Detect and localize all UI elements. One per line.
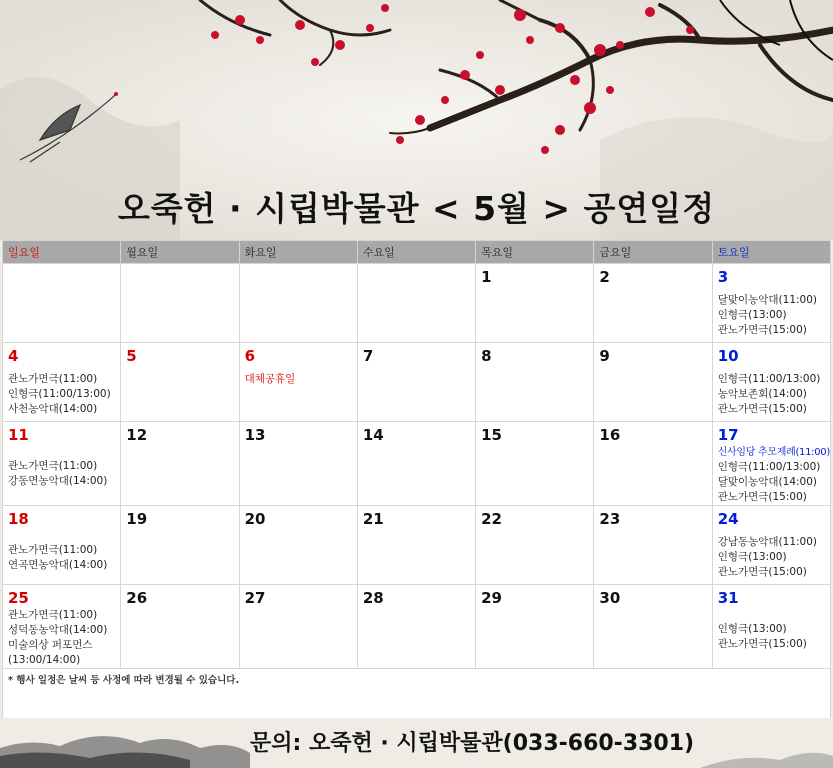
day-cell: [3, 506, 121, 585]
event-item: 미술의상 퍼포먼스: [8, 639, 93, 651]
page-title: 오죽헌 · 시립박물관 < 5월 > 공연일정: [117, 189, 716, 228]
day-cell: [3, 585, 121, 669]
day-number: 22: [481, 510, 502, 528]
event-list: [718, 293, 825, 338]
day-cell: [357, 422, 475, 506]
day-cell: [712, 585, 830, 669]
day-number: 18: [8, 510, 29, 528]
day-number: [126, 267, 233, 287]
day-number: 26: [126, 589, 148, 607]
event-item: 관노가면극(11:00): [8, 460, 98, 472]
day-number: 4: [8, 347, 19, 365]
weekday-header: 화요일: [239, 241, 357, 264]
day-cell: [712, 264, 830, 343]
day-number: 17: [717, 426, 739, 444]
day-cell: [476, 422, 594, 506]
event-item: 관노가면극(11:00): [8, 544, 98, 556]
event-list: [717, 445, 830, 505]
day-cell: [476, 343, 594, 422]
day-cell: [239, 506, 357, 585]
event-item: 사천농악대(14:00): [8, 403, 98, 415]
event-item: 관노가면극(15:00): [717, 324, 807, 336]
day-cell: [357, 264, 475, 343]
day-number: 28: [362, 589, 384, 607]
event-list: [8, 372, 115, 417]
day-number: 14: [362, 426, 384, 444]
week-row: [3, 264, 831, 343]
day-cell: [239, 585, 357, 669]
event-item: 인형극(13:00): [717, 551, 787, 563]
day-cell: [476, 506, 594, 585]
day-cell: [239, 422, 357, 506]
event-item: 관노가면극(11:00): [8, 373, 98, 385]
weekday-header: 목요일: [476, 241, 594, 264]
day-cell: [121, 343, 239, 422]
day-number: 7: [362, 347, 374, 365]
week-row: [3, 585, 831, 669]
event-item: 인형극(13:00): [717, 309, 787, 321]
event-item: 인형극(11:00/13:00): [8, 388, 111, 400]
event-item: 관노가면극(15:00): [717, 403, 807, 415]
week-row: [3, 343, 831, 422]
event-list: [8, 459, 115, 489]
day-cell: [121, 506, 239, 585]
day-cell: [594, 506, 712, 585]
week-row: [3, 422, 831, 506]
day-number: 23: [599, 510, 621, 528]
day-number: 9: [599, 347, 610, 365]
day-cell: [594, 422, 712, 506]
event-item: 달맞이농악대(11:00): [717, 294, 817, 306]
event-item: 관노가면극(15:00): [717, 566, 807, 578]
day-cell: [239, 264, 357, 343]
event-item: 인형극(11:00/13:00): [717, 461, 821, 473]
day-number: [363, 267, 470, 287]
day-number: 15: [481, 426, 502, 444]
day-number: 25: [8, 589, 29, 607]
day-cell: [712, 422, 830, 506]
day-cell: [594, 585, 712, 669]
day-number: 31: [717, 589, 739, 607]
holiday-label: 대체공휴일: [244, 373, 296, 385]
event-list: [718, 622, 825, 652]
day-number: 11: [8, 426, 29, 444]
day-cell: [594, 343, 712, 422]
event-list: [8, 608, 115, 668]
schedule-notice: * 행사 일정은 날씨 등 사정에 따라 변경될 수 있습니다.: [3, 669, 831, 748]
memorial-event: 신사임당 추모제례(11:00): [717, 447, 830, 458]
day-number: 12: [126, 426, 148, 444]
day-number: 16: [599, 426, 621, 444]
event-item: 관노가면극(15:00): [717, 638, 807, 650]
day-number: 20: [244, 510, 266, 528]
event-list: [718, 372, 825, 417]
day-cell: [121, 585, 239, 669]
event-item: 연곡면농악대(14:00): [8, 559, 108, 571]
day-cell: [476, 264, 594, 343]
weekday-header: 월요일: [121, 241, 239, 264]
day-number: 5: [126, 347, 137, 365]
day-number: 24: [717, 510, 739, 528]
day-number: 13: [244, 426, 266, 444]
contact-info: 문의: 오죽헌 · 시립박물관(033-660-3301): [250, 731, 695, 756]
day-number: 29: [481, 589, 502, 607]
event-item: 인형극(13:00): [717, 623, 787, 635]
calendar-table: [2, 240, 831, 748]
day-number: 30: [599, 589, 621, 607]
event-list: [245, 372, 352, 387]
event-item: 관노가면극(11:00): [8, 609, 98, 621]
day-cell: [712, 506, 830, 585]
weekday-header: 금요일: [594, 241, 712, 264]
event-item: 인형극(11:00/13:00): [717, 373, 821, 385]
day-cell: [3, 422, 121, 506]
day-number: [8, 267, 115, 287]
weekday-header: 토요일: [712, 241, 830, 264]
week-row: [3, 506, 831, 585]
day-number: 3: [717, 268, 729, 286]
event-item: (13:00/14:00): [8, 654, 81, 666]
day-cell: [121, 422, 239, 506]
day-cell: [357, 343, 475, 422]
event-item: 강동면농악대(14:00): [8, 475, 108, 487]
day-cell: [476, 585, 594, 669]
day-cell: [712, 343, 830, 422]
event-item: 농악보존회(14:00): [717, 388, 807, 400]
weekday-header-row: [3, 241, 831, 264]
weekday-header: 수요일: [357, 241, 475, 264]
event-item: 관노가면극(15:00): [717, 491, 807, 503]
day-cell: [121, 264, 239, 343]
day-number: 2: [599, 268, 610, 286]
day-number: 1: [481, 268, 492, 286]
event-list: [718, 535, 825, 580]
day-number: 19: [126, 510, 148, 528]
day-cell: [3, 264, 121, 343]
day-cell: [239, 343, 357, 422]
day-number: [245, 267, 352, 287]
day-cell: [357, 506, 475, 585]
day-number: 27: [244, 589, 266, 607]
event-item: 강남동농악대(11:00): [717, 536, 817, 548]
event-item: 성덕동농악대(14:00): [8, 624, 108, 636]
day-number: 10: [717, 347, 739, 365]
day-number: 21: [362, 510, 384, 528]
day-cell: [594, 264, 712, 343]
day-cell: [357, 585, 475, 669]
event-item: 달맞이농악대(14:00): [717, 476, 817, 488]
day-cell: [3, 343, 121, 422]
event-list: [8, 543, 115, 573]
weekday-header: 일요일: [3, 241, 121, 264]
day-number: 6: [244, 347, 255, 365]
day-number: 8: [481, 347, 492, 365]
